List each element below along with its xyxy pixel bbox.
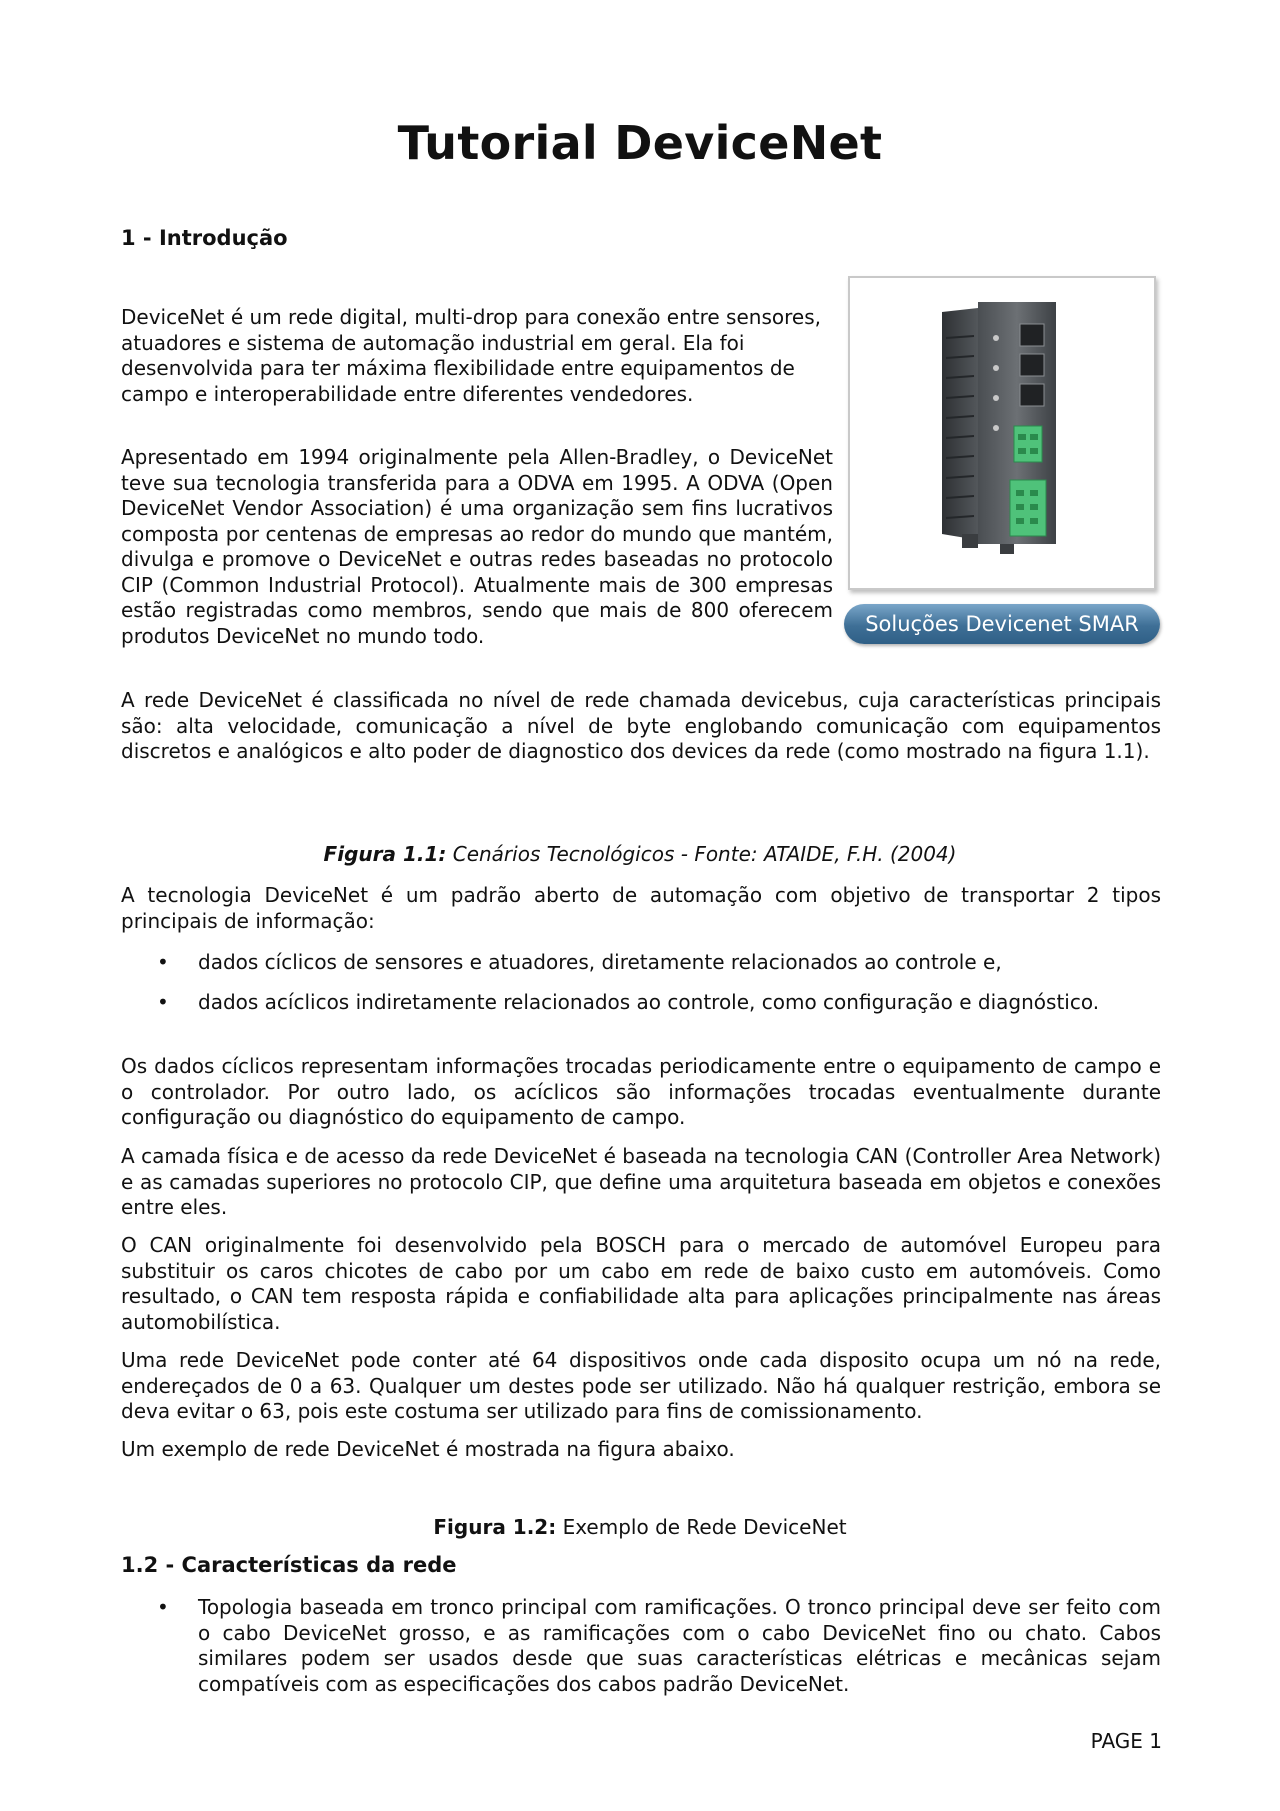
- list-item-text: dados acíclicos indiretamente relacionados ao controle, como configuração e diagnóstico.: [198, 990, 1100, 1014]
- section-heading-caracteristicas: 1.2 - Características da rede: [121, 1553, 457, 1577]
- bullet-icon: •: [157, 1595, 169, 1619]
- can-paragraph: O CAN originalmente foi desenvolvido pela BOSCH para o mercado de automóvel Europeu para substituir os caros chicotes de cabo por um cabo em rede de baixo custo em automóveis. Como resultado, o CAN tem resposta rápida e confiabilidade alta para aplicações principalmente nas áreas automobilística.: [121, 1233, 1161, 1334]
- product-banner: Soluções Devicenet SMAR: [844, 604, 1160, 644]
- camada-paragraph: A camada física e de acesso da rede DeviceNet é baseada na tecnologia CAN (Controller Area Network) e as camadas superiores no protocolo CIP, que define uma arquitetura baseada em objetos e conexões entre eles.: [121, 1144, 1161, 1219]
- figure-1-1-text: Cenários Tecnológicos - Fonte: ATAIDE, F.H. (2004): [446, 842, 957, 866]
- list-item-text: dados cíclicos de sensores e atuadores, diretamente relacionados ao controle e,: [198, 950, 1002, 974]
- figure-1-2-text: Exemplo de Rede DeviceNet: [556, 1515, 847, 1539]
- figure-1-2-caption: [0, 1515, 1280, 1539]
- ciclicos-paragraph: Os dados cíclicos representam informações trocadas periodicamente entre o equipamento de campo e o controlador. Por outro lado, os acíclicos são informações trocadas eventualmente durante configuração ou diagnóstico do equipamento de campo.: [121, 1054, 1161, 1129]
- bullet-icon: •: [157, 950, 169, 974]
- devicenet-module-illustration: [850, 278, 1154, 588]
- figure-1-1-caption: [0, 842, 1280, 866]
- rede-paragraph: Uma rede DeviceNet pode conter até 64 dispositivos onde cada disposito ocupa um nó na rede, endereçados de 0 a 63. Qualquer um destes pode ser utilizado. Não há qualquer restrição, embora se deva evitar o 63, pois este costuma ser utilizado para fins de comissionamento.: [121, 1348, 1161, 1423]
- exemplo-paragraph: Um exemplo de rede DeviceNet é mostrada na figura abaixo.: [121, 1437, 735, 1461]
- section-heading-introducao: 1 - Introdução: [121, 226, 288, 250]
- intro-paragraph-2: Apresentado em 1994 originalmente pela Allen-Bradley, o DeviceNet teve sua tecnologia transferida para a ODVA em 1995. A ODVA (Open DeviceNet Vendor Association) é uma organização sem fins lucrativos composta por centenas de empresas ao redor do mundo que mantém, divulga e promove o DeviceNet e outras redes baseadas no protocolo CIP (Common Industrial Protocol). Atualmente mais de 300 empresas estão registradas como membros, sendo que mais de 800 oferecem produtos DeviceNet no mundo todo.: [121, 445, 833, 648]
- page-title: Tutorial DeviceNet: [397, 116, 883, 170]
- page-number: PAGE 1: [1090, 1729, 1162, 1753]
- bullet-icon: •: [157, 990, 169, 1014]
- list-item-text: Topologia baseada em tronco principal com ramificações. O tronco principal deve ser feito com o cabo DeviceNet grosso, e as ramificações com o cabo DeviceNet fino ou chato. Cabos similares podem ser usados desde que suas características elétricas e mecânicas sejam compatíveis com as especificações dos cabos padrão DeviceNet.: [198, 1595, 1161, 1696]
- figure-1-1-label: Figura 1.1:: [323, 842, 447, 866]
- intro-paragraph-1: DeviceNet é um rede digital, multi-drop para conexão entre sensores, atuadores e sistema de automação industrial em geral. Ela foi desenvolvida para ter máxima flexibilidade entre equipamentos de campo e interoperabilidade entre diferentes vendedores.: [121, 305, 821, 406]
- tech-paragraph: A tecnologia DeviceNet é um padrão aberto de automação com objetivo de transportar 2 tipos principais de informação:: [121, 883, 1161, 933]
- figure-1-2-label: Figura 1.2:: [433, 1515, 557, 1539]
- product-image: [848, 276, 1156, 590]
- intro-paragraph-3: A rede DeviceNet é classificada no nível de rede chamada devicebus, cuja características principais são: alta velocidade, comunicação a nível de byte englobando comunicação com equipamentos discretos e analógicos e alto poder de diagnostico dos devices da rede (como mostrado na figura 1.1).: [121, 688, 1161, 763]
